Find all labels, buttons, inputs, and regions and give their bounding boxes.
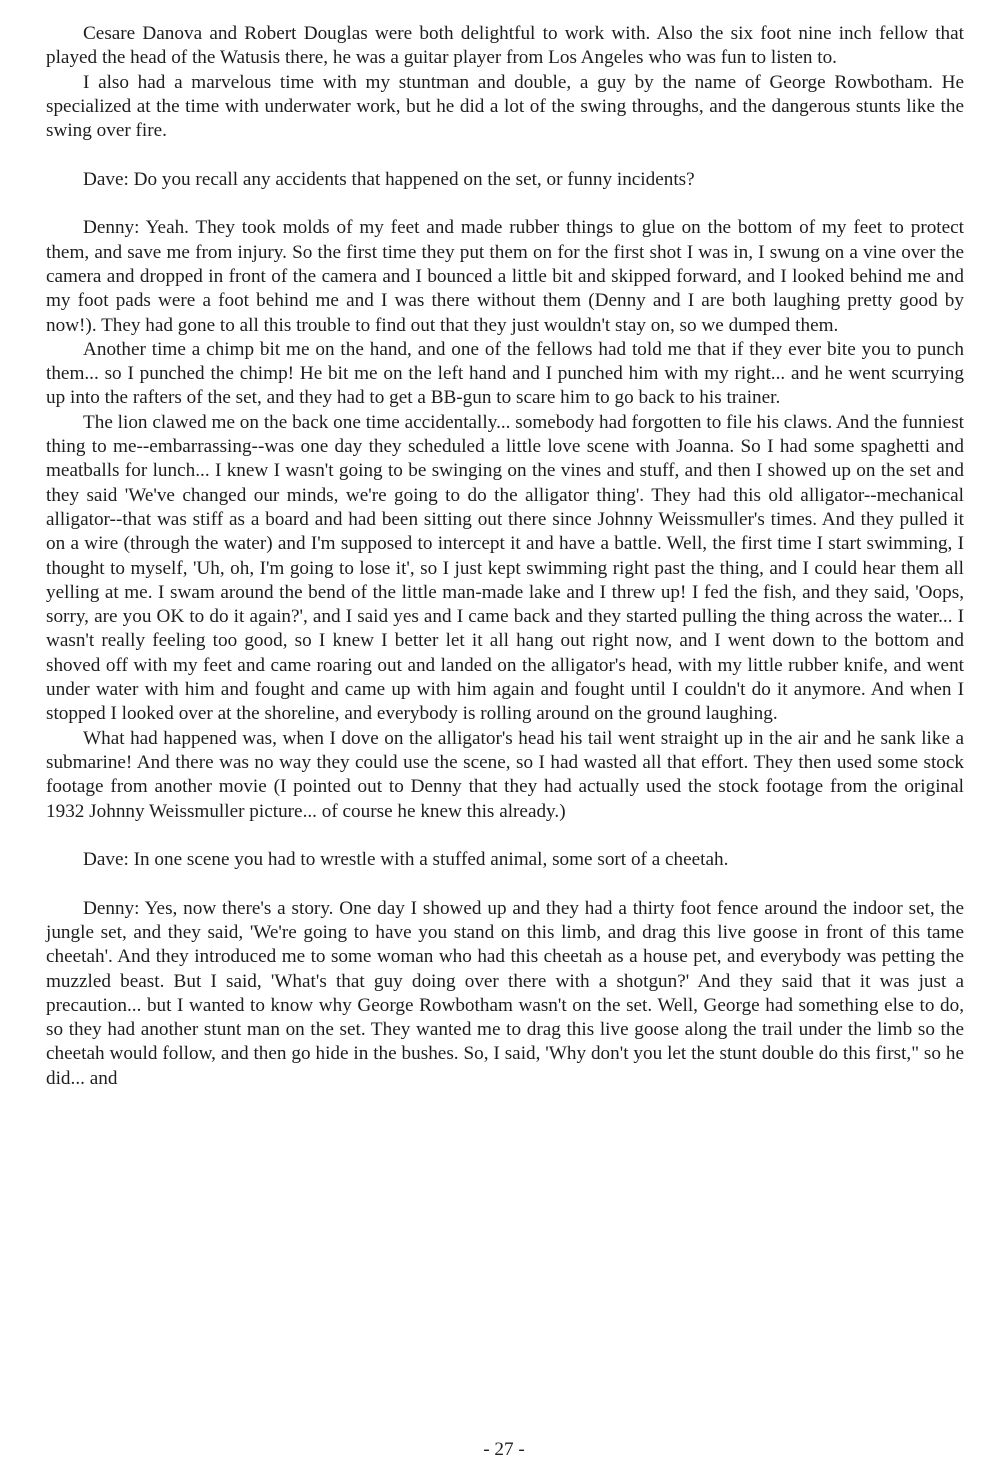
paragraph-stuntman: I also had a marvelous time with my stuntman and double, a guy by the name of George Rowbotham. He specialized at the time with underwater work, but he did a lot of the swing throughs, and the dangerous stunts like the swing over fire. <box>46 71 964 142</box>
question-cheetah: Dave: In one scene you had to wrestle with a stuffed animal, some sort of a cheetah. <box>83 849 729 871</box>
paragraph-chimp: Another time a chimp bit me on the hand, and one of the fellows had told me that if they ever bite you to punch them... so I punched the chimp! He bit me on the left hand and I punched him with my right... and he went scurrying up into the rafters of the set, and they had to get a BB-gun to scare him to go back to his trainer. <box>46 338 964 409</box>
page-number: - 27 - <box>483 1439 525 1460</box>
paragraph-submarine: What had happened was, when I dove on the alligator's head his tail went straight up in the air and he sank like a submarine! And there was no way they could use the scene, so I had wasted all that effort. They then used some stock footage from another movie (I pointed out to Denny that they had actually used the stock footage from the original 1932 Johnny Weissmuller picture... of course he knew this already.) <box>46 727 964 822</box>
paragraph-alligator: The lion clawed me on the back one time accidentally... somebody had forgotten to file his claws. And the funniest thing to me--embarrassing--was one day they scheduled a little love scene with Joanna. So I had some spaghetti and meatballs for lunch... I knew I wasn't going to be swinging on the vines and stuff, and then I showed up on the set and they said 'We've changed our minds, we're going to do the alligator thing'. They had this old alligator--mechanical alligator--that was stiff as a board and had been sitting out there since Johnny Weissmuller's times. And they pulled it on a wire (through the water) and I'm supposed to intercept it and have a battle. Well, the first time I start swimming, I thought to myself, 'Uh, oh, I'm going to lose it', so I just kept swimming right past the thing, and I could hear them all yelling at me. I swam around the bend of the little man-made lake and I threw up! I fed the fish, and they said, 'Oops, sorry, are you OK to do it again?', and I said yes and I came back and they started pulling the thing across the water... I wasn't really feeling too good, so I knew I better let it all hang out right now, and I went down to the bottom and shoved off with my feet and came roaring out and landed on the alligator's head, with my little rubber knife, and went under water with him and fought and came up with him again and fought until I couldn't do it anymore. And when I stopped I looked over at the shoreline, and everybody is rolling around on the ground laughing. <box>46 411 964 725</box>
question-accidents: Dave: Do you recall any accidents that happened on the set, or funny incidents? <box>83 168 695 190</box>
page-body <box>46 22 964 1091</box>
answer-foot-pads: Denny: Yeah. They took molds of my feet and made rubber things to glue on the bottom of my feet to protect them, and save me from injury. So the first time they put them on for the first shot I was in, I swung on a vine over the camera and dropped in front of the camera and I bounced a little bit and skipped forward, and I looked behind me and my foot pads were a foot behind me and I was there without them (Denny and I are both laughing pretty good by now!). They had gone to all this trouble to find out that they just wouldn't stay on, so we dumped them. <box>46 217 964 336</box>
paragraph-cast: Cesare Danova and Robert Douglas were both delightful to work with. Also the six foot nine inch fellow that played the head of the Watusis there, he was a guitar player from Los Angeles who was fun to listen to. <box>46 23 964 69</box>
answer-cheetah: Denny: Yes, now there's a story. One day I showed up and they had a thirty foot fence around the indoor set, the jungle set, and they said, 'We're going to have you stand on this limb, and drag this live goose in front of this tame cheetah'. And they introduced me to some woman who had this cheetah as a house pet, and everybody was petting the muzzled beast. But I said, 'What's that guy doing over there with a shotgun?' And they said that it was just a precaution... but I wanted to know why George Rowbotham wasn't on the set. Well, George had something else to do, so they had another stunt man on the set. They wanted me to drag this live goose along the trail under the limb so the cheetah would follow, and then go hide in the bushes. So, I said, 'Why don't you let the stunt double do this first," so he did... and <box>46 897 964 1089</box>
